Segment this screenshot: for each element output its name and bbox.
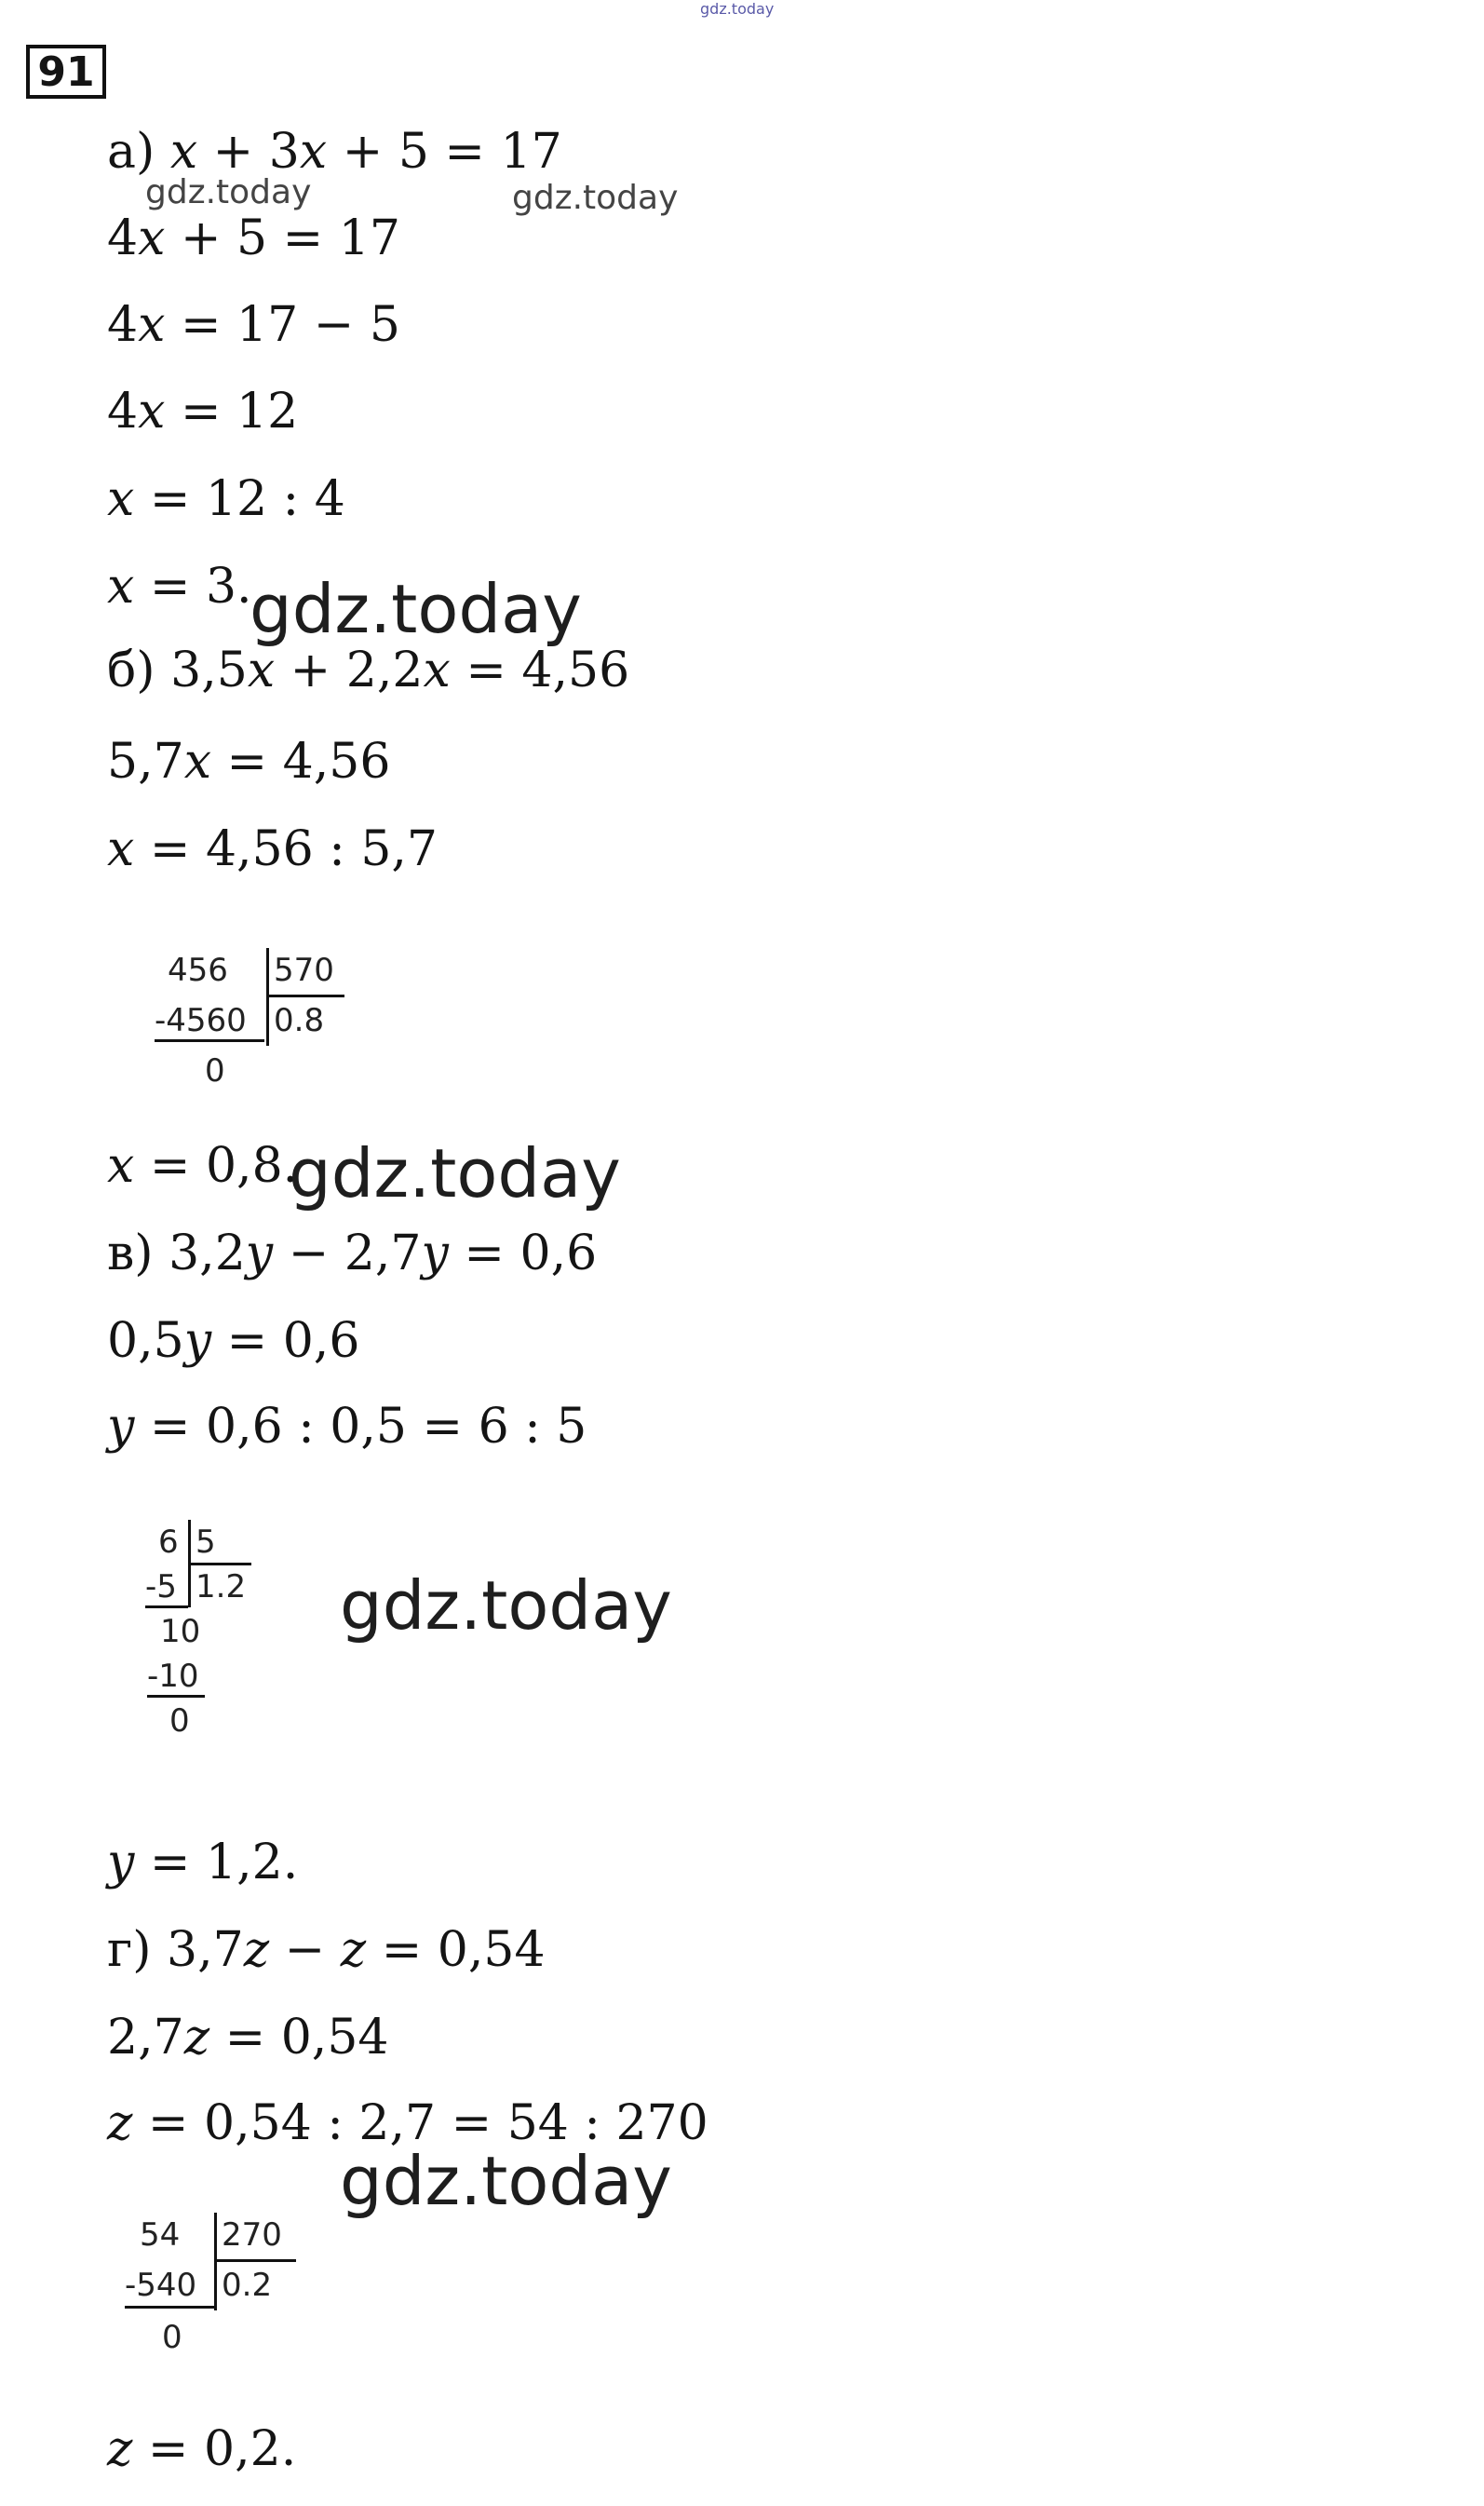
division-d-dividend: 54: [140, 2216, 181, 2254]
part-c-line-3: 𝑦 = 0,6 : 0,5 = 6 : 5: [107, 1399, 587, 1455]
watermark-small-1: gdz.today: [145, 173, 312, 211]
division-d-divisor-line: [216, 2259, 296, 2262]
division-d-subtract-line: [125, 2306, 214, 2309]
part-a-line-1: а) 𝑥 + 3𝑥 + 5 = 17: [107, 124, 562, 180]
watermark-large-2: gdz.today: [289, 1134, 621, 1212]
division-d-divisor: 270: [222, 2216, 282, 2254]
part-b-answer: 𝑥 = 0,8.: [107, 1138, 299, 1194]
watermark-small-2: gdz.today: [512, 179, 679, 217]
watermark-large-1: gdz.today: [250, 570, 582, 648]
part-b-line-1: б) 3,5𝑥 + 2,2𝑥 = 4,56: [107, 643, 630, 698]
division-b-dividend: 456: [168, 952, 228, 989]
problem-number: 91: [26, 45, 106, 99]
part-c-answer: 𝑦 = 1,2.: [107, 1835, 299, 1890]
division-c-subtrahend-2: -10: [147, 1658, 199, 1695]
division-d-subtrahend: -540: [125, 2267, 197, 2304]
division-c-subtract-line-1: [145, 1605, 188, 1608]
division-b-remainder: 0: [205, 1052, 225, 1090]
division-d-quotient: 0.2: [222, 2267, 273, 2304]
part-a-line-5: 𝑥 = 12 : 4: [107, 471, 345, 527]
division-c-dividend: 6: [158, 1524, 179, 1561]
division-b-divisor-line: [268, 995, 344, 997]
part-c-line-2: 0,5𝑦 = 0,6: [107, 1313, 360, 1369]
part-a-line-3: 4𝑥 = 17 − 5: [107, 297, 400, 353]
division-c-divisor-line: [190, 1563, 251, 1565]
division-b-quotient: 0.8: [274, 1002, 325, 1039]
part-b-line-2: 5,7𝑥 = 4,56: [107, 734, 391, 790]
division-b-subtract-line: [155, 1039, 264, 1042]
part-d-line-1: г) 3,7𝑧 − 𝑧 = 0,54: [107, 1922, 546, 1978]
division-b-subtrahend: -4560: [155, 1002, 247, 1039]
division-c-subtract-line-2: [147, 1695, 205, 1698]
division-d-remainder: 0: [162, 2319, 182, 2356]
part-d-line-2: 2,7𝑧 = 0,54: [107, 2010, 389, 2066]
part-d-line-3: 𝑧 = 0,54 : 2,7 = 54 : 270: [107, 2095, 708, 2151]
part-d-answer: 𝑧 = 0,2.: [107, 2421, 297, 2477]
division-c-divisor: 5: [196, 1524, 216, 1561]
watermark-top: gdz.today: [700, 0, 775, 18]
part-a-line-2: 4𝑥 + 5 = 17: [107, 210, 400, 266]
part-a-line-4: 4𝑥 = 12: [107, 384, 299, 440]
division-c-subtrahend-1: -5: [145, 1568, 177, 1605]
division-c-mid: 10: [160, 1613, 201, 1650]
division-c-remainder: 0: [169, 1702, 190, 1740]
division-c-quotient: 1.2: [196, 1568, 247, 1605]
part-a-answer: 𝑥 = 3.: [107, 559, 252, 615]
part-b-line-3: 𝑥 = 4,56 : 5,7: [107, 821, 438, 877]
part-c-line-1: в) 3,2𝑦 − 2,7𝑦 = 0,6: [107, 1226, 598, 1281]
watermark-large-4: gdz.today: [340, 2142, 672, 2220]
watermark-large-3: gdz.today: [340, 1566, 672, 1645]
division-b-divisor: 570: [274, 952, 334, 989]
